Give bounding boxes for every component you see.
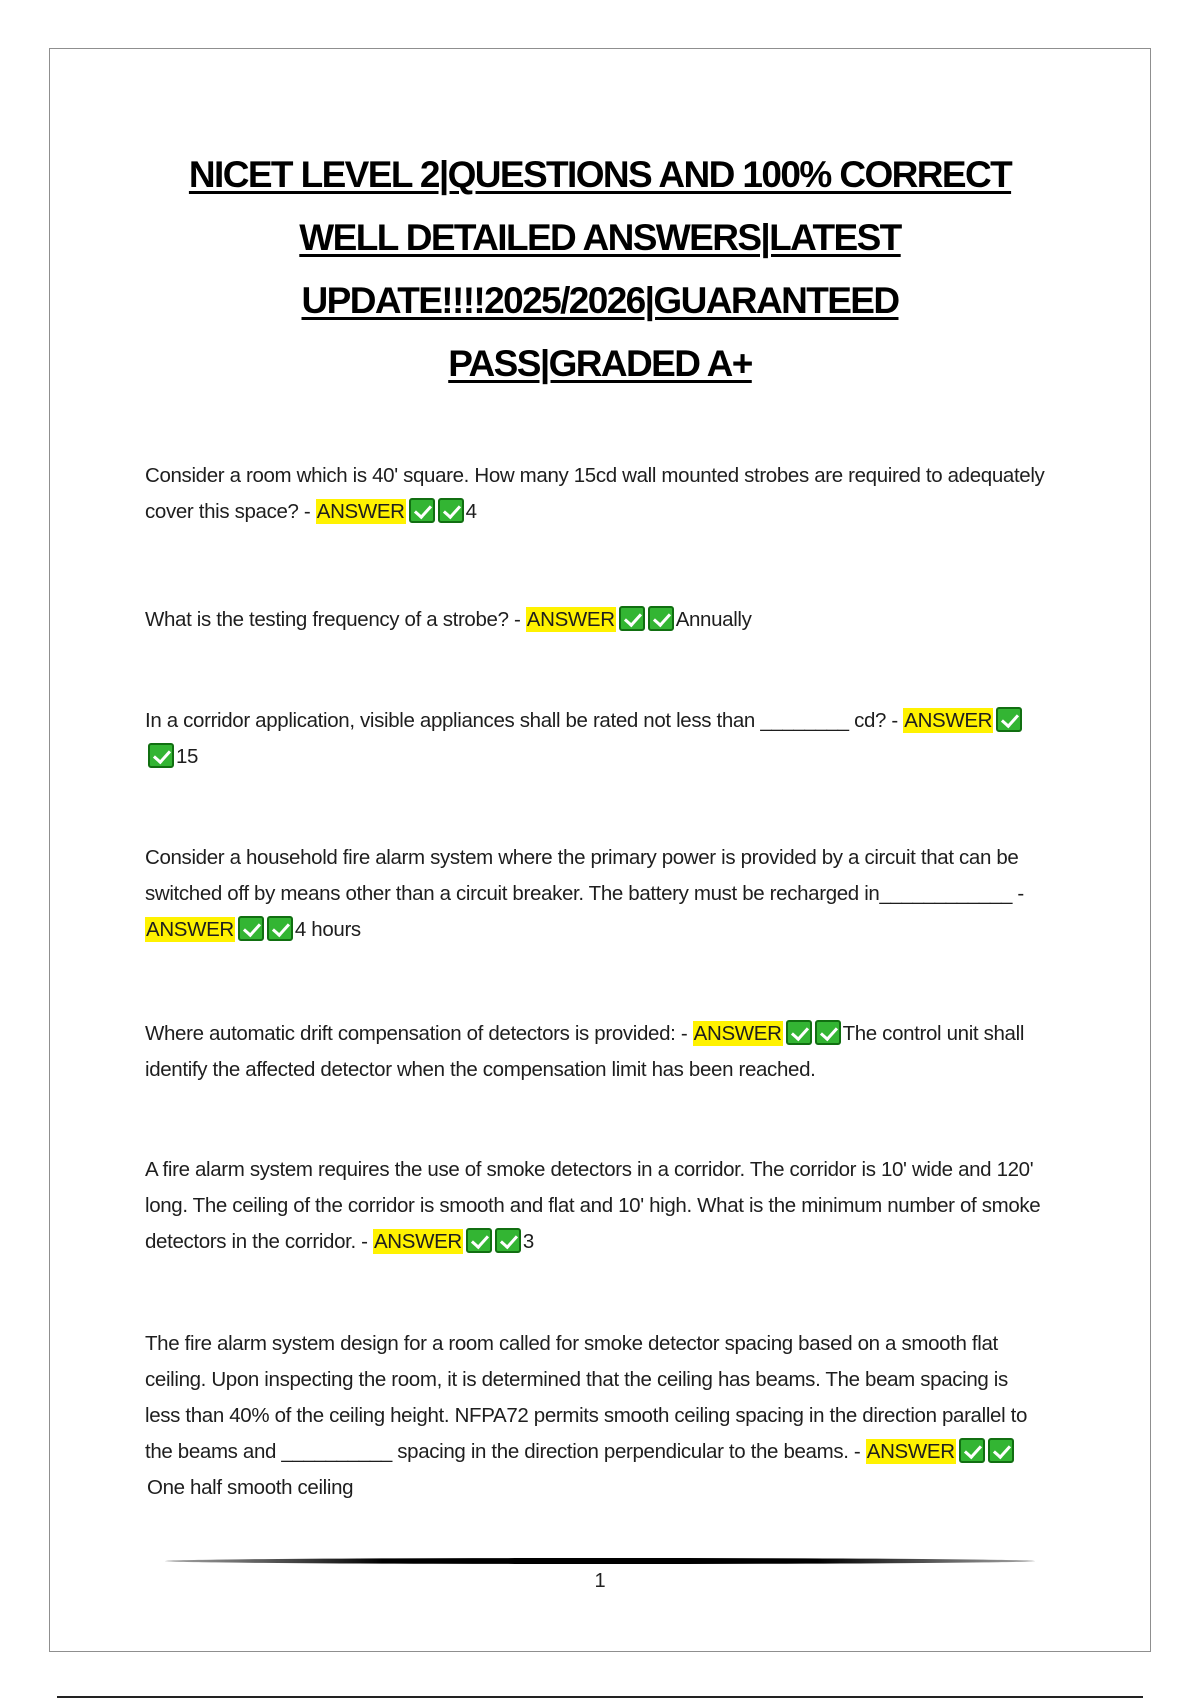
check-mark-icon [148,743,174,768]
answer-label: ANSWER [693,1022,782,1045]
page-number: 1 [594,1570,606,1592]
check-mark-icon [815,1020,841,1045]
qa-item-3 [145,703,1045,775]
check-mark-icon [238,916,264,941]
check-mark-icon [786,1020,812,1045]
answer-text: One half smooth ceiling [147,1476,354,1499]
next-page-edge [57,1696,1143,1698]
qa-item-1 [145,458,1045,530]
qa-item-2 [145,602,1045,638]
check-mark-icon [996,707,1022,732]
check-mark-icon [438,498,464,523]
title-line-3: UPDATE!!!!2025/2026|GUARANTEED [301,280,899,321]
question-text: The fire alarm system design for a room called for smoke detector spacing based on a smooth flat ceiling. Upon inspecting the room, it is determined that the ceiling has beams. The beam spacing is less than 40% of the ceiling height. NFPA72 permits smooth ceiling spacing in the direction parallel to the beams and __________ spacing in the direction perpendicular to the beams. - [145,1332,1028,1463]
question-text: What is the testing frequency of a strobe? - [145,608,526,631]
answer-text: 4 [465,500,477,523]
qa-item-4 [145,840,1045,948]
document-title [100,143,1100,395]
answer-label: ANSWER [316,500,405,523]
qa-item-7 [145,1326,1045,1506]
answer-label: ANSWER [904,709,993,732]
qa-item-5 [145,1016,1045,1088]
answer-text: 3 [522,1230,534,1253]
check-mark-icon [988,1438,1014,1463]
answer-label: ANSWER [526,608,615,631]
question-text: In a corridor application, visible appliances shall be rated not less than ________ cd? - [145,709,904,732]
answer-text: Annually [675,608,752,631]
footer-divider [165,1558,1035,1564]
check-mark-icon [959,1438,985,1463]
title-line-2: WELL DETAILED ANSWERS|LATEST [299,217,901,258]
check-mark-icon [409,498,435,523]
title-line-4: PASS|GRADED A+ [448,343,752,384]
check-mark-icon [495,1228,521,1253]
answer-text: 4 hours [294,918,361,941]
check-mark-icon [267,916,293,941]
answer-text: 15 [176,745,199,768]
question-text: Where automatic drift compensation of detectors is provided: - [145,1022,693,1045]
title-line-1: NICET LEVEL 2|QUESTIONS AND 100% CORRECT [188,154,1012,195]
check-mark-icon [648,606,674,631]
question-text: Consider a household fire alarm system where the primary power is provided by a circuit that can be switched off by means other than a circuit breaker. The battery must be recharged in____________ - [145,846,1024,905]
question-text: A fire alarm system requires the use of smoke detectors in a corridor. The corridor is 10' wide and 120' long. The ceiling of the corridor is smooth and flat and 10' high. What is the minimum number of smoke detectors in the corridor. - [145,1158,1041,1253]
answer-text: The control unit shall identify the affected detector when the compensation limit has been reached. [145,1022,1025,1081]
answer-label: ANSWER [146,918,234,941]
check-mark-icon [619,606,645,631]
answer-label: ANSWER [373,1230,462,1253]
qa-item-6 [145,1152,1045,1260]
check-mark-icon [466,1228,492,1253]
question-text: Consider a room which is 40' square. How many 15cd wall mounted strobes are required to adequately cover this space? - [145,464,1045,523]
answer-label: ANSWER [866,1440,955,1463]
